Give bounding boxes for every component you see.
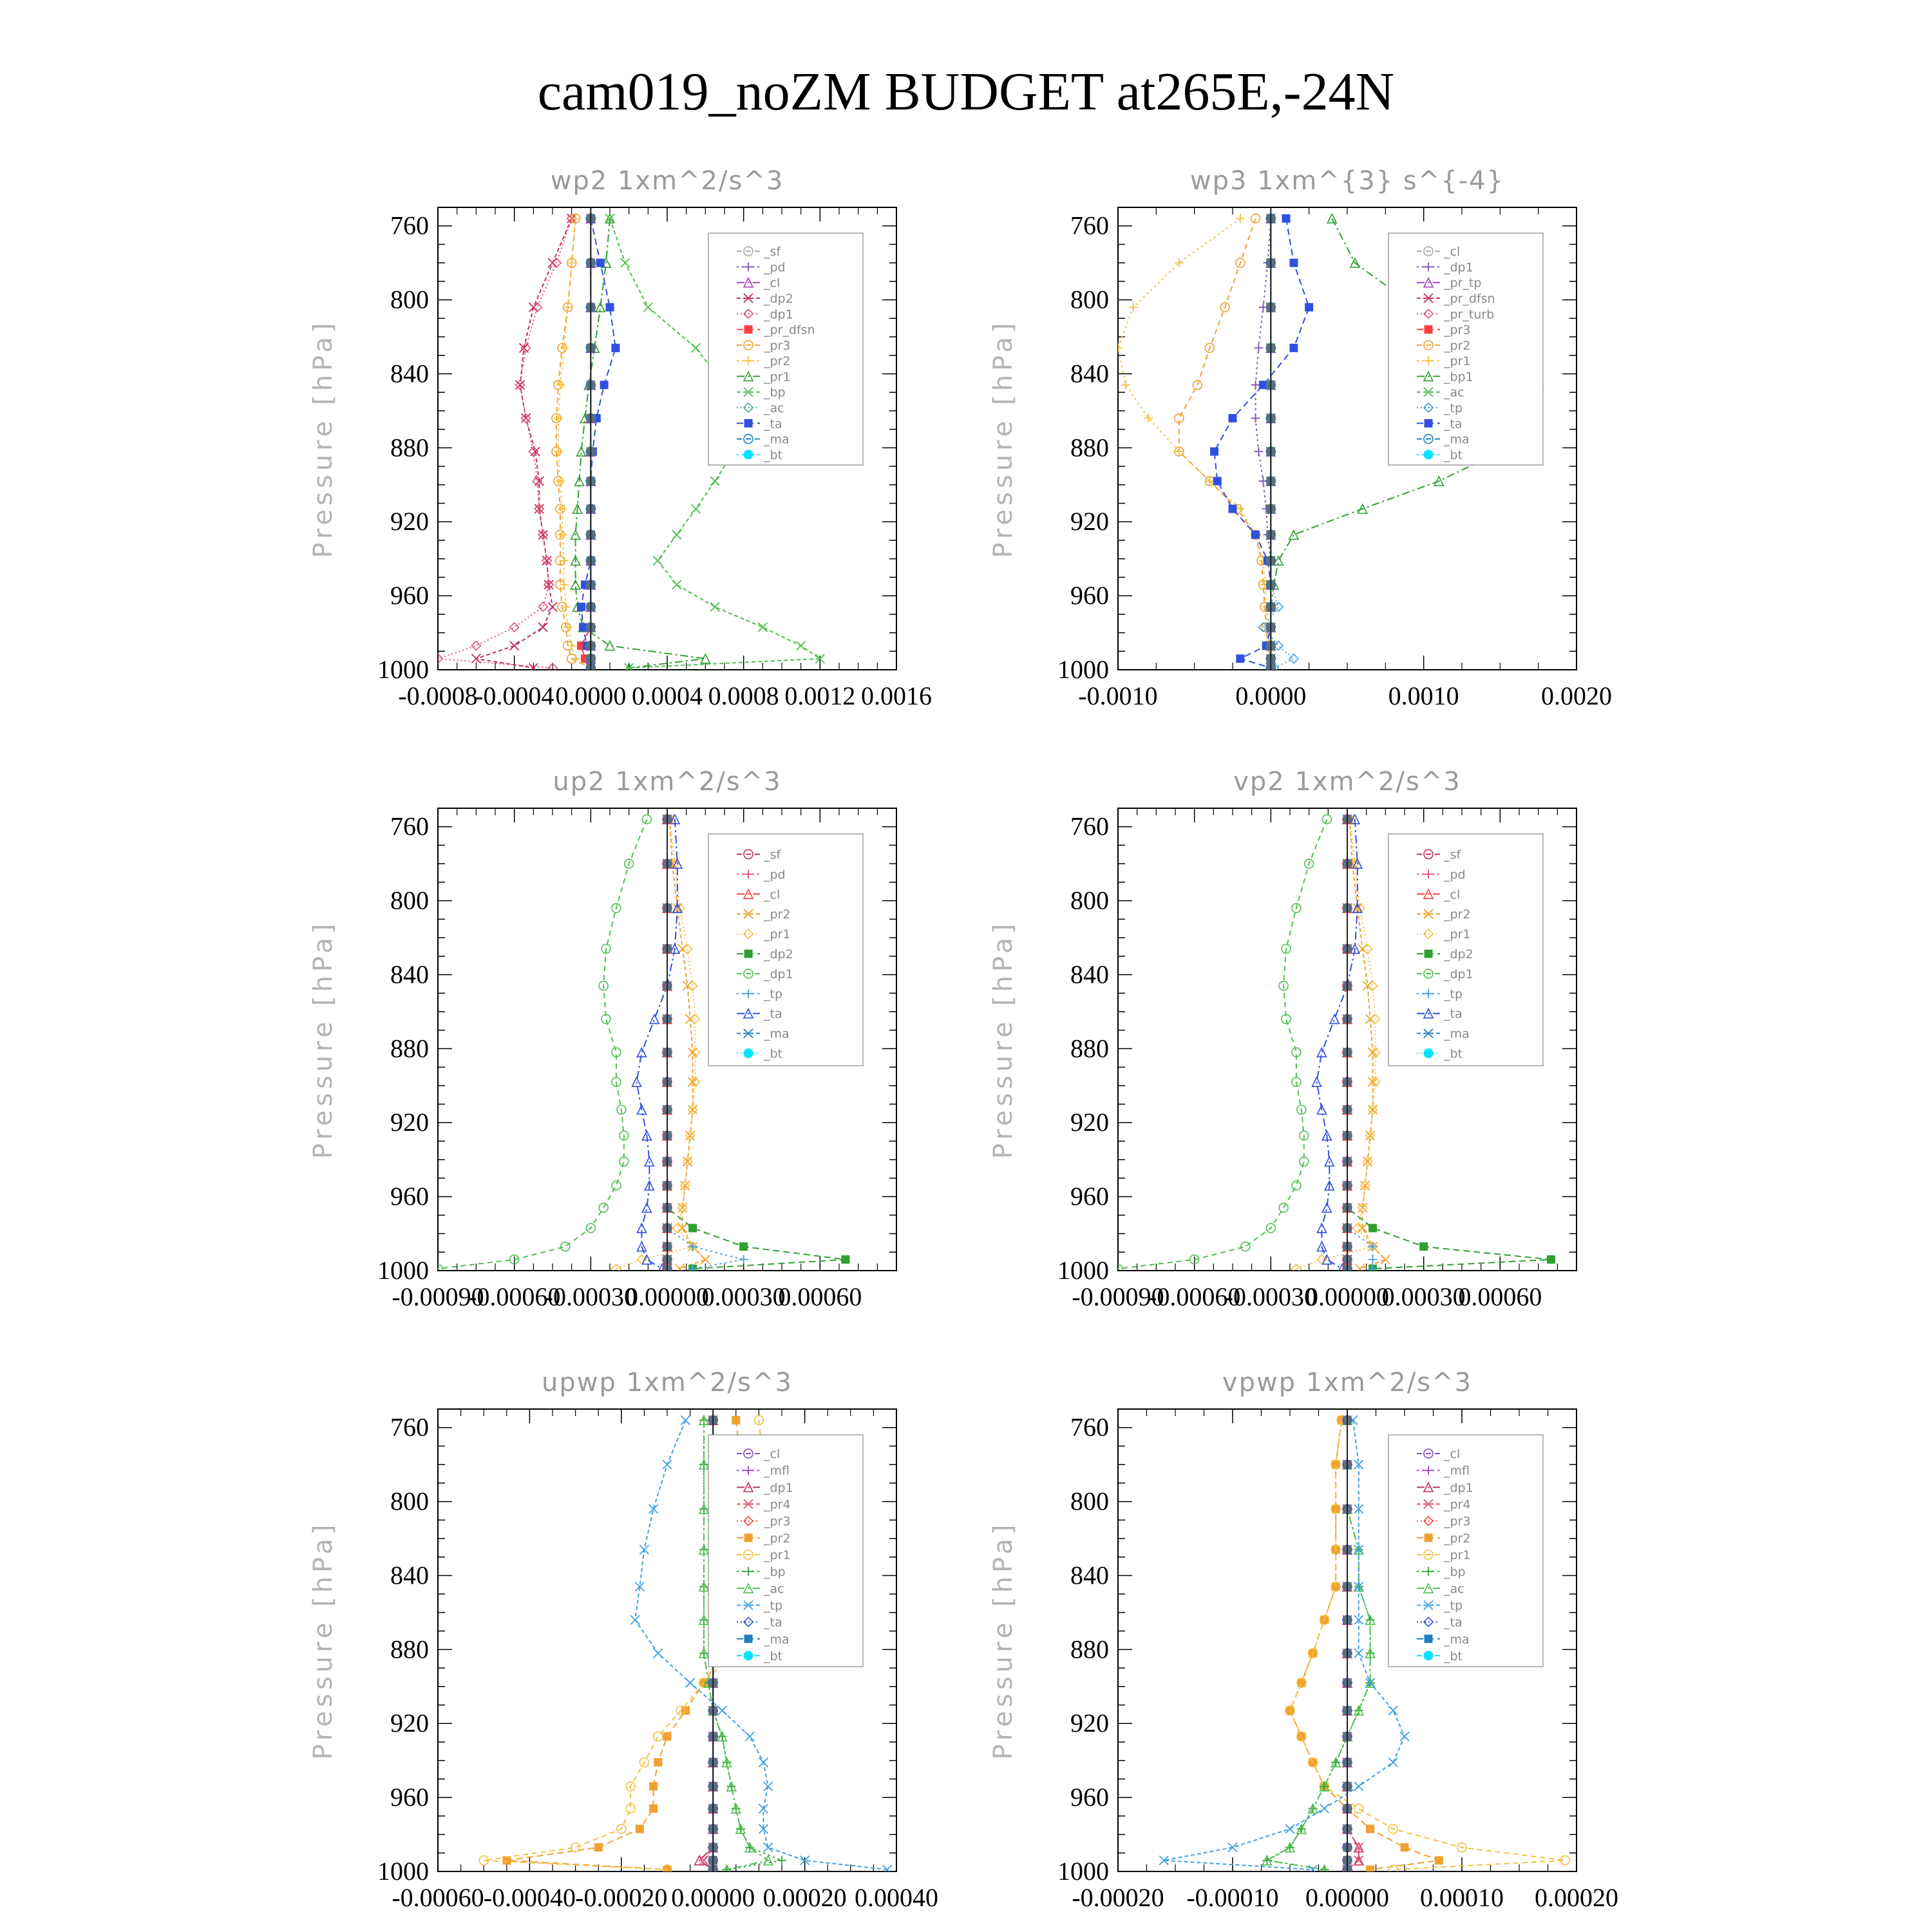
x-tick-label: 0.00060 [778,1282,862,1311]
legend-label: _tp [764,987,783,1001]
panel-title: vp2 1xm^2/s^3 [1233,767,1461,797]
legend-label: _cl [764,887,781,902]
legend-label: _dp1 [1444,260,1473,275]
legend-label: _ac [764,1582,784,1596]
data-point-ta [1211,448,1218,455]
y-tick-label: 920 [1070,1108,1109,1137]
data-point-pr2 [1401,1844,1408,1852]
legend-label: _dp2 [764,292,793,306]
y-tick-label: 960 [390,1182,429,1211]
legend-label: _tp [1444,987,1463,1001]
x-tick-label: 0.0012 [784,681,856,710]
data-point-ta [1290,344,1298,352]
legend-marker [1424,1651,1433,1660]
data-point-ta [1305,303,1313,311]
legend-label: _pr3 [1444,1514,1471,1529]
y-tick-label: 840 [390,359,429,388]
data-point-ta [1282,214,1290,222]
y-tick-label: 960 [390,581,429,611]
legend-label: _pd [764,260,786,275]
x-tick-label: 0.00040 [855,1883,938,1912]
legend-marker [1425,419,1432,427]
x-tick-label: -0.00030 [544,1282,637,1311]
y-tick-label: 840 [1070,1560,1109,1590]
x-tick-label: 0.00060 [1458,1282,1542,1311]
x-tick-label: -0.0010 [1078,681,1158,710]
legend-marker [1425,326,1432,334]
y-tick-label: 800 [1070,1486,1109,1516]
data-point-ta [1229,505,1236,513]
legend-label: _bt [764,1649,783,1663]
legend-label: _bt [1444,1046,1463,1061]
legend-marker [744,1635,752,1643]
x-tick-label: 0.0000 [1235,681,1307,710]
y-tick-label: 920 [1070,507,1109,536]
legend-label: _bp [764,1565,786,1580]
x-tick-label: 0.00010 [1420,1883,1504,1912]
legend-label: _sf [1444,848,1461,862]
data-point-pr2 [650,1783,658,1790]
panel-title: wp3 1xm^{3} s^{-4} [1189,166,1505,196]
legend-label: _ma [1444,1632,1470,1647]
legend-label: _bt [764,1046,783,1061]
x-tick-label: 0.00030 [1381,1282,1466,1311]
legend-label: _tp [1444,1598,1463,1613]
y-axis-label: Pressure [hPa] [989,920,1018,1159]
y-tick-label: 760 [1070,211,1109,240]
y-axis-label: Pressure [hPa] [989,319,1018,558]
legend-label: _pr2 [764,354,791,369]
y-tick-label: 800 [1070,285,1109,314]
x-tick-label: -0.00060 [392,1883,484,1912]
legend-label: _ma [1444,1027,1470,1041]
y-tick-label: 800 [390,1486,429,1516]
data-point-pr2 [732,1416,740,1424]
legend-label: _cl [764,1447,781,1462]
x-tick-label: 0.0010 [1388,681,1459,710]
y-tick-label: 800 [390,285,429,314]
x-tick-label: 0.0020 [1541,681,1612,710]
y-tick-label: 800 [1070,886,1109,915]
legend-label: _ta [764,1007,782,1021]
data-point-pr2 [636,1825,643,1833]
legend-label: _pr_dfsn [1444,292,1495,306]
x-tick-label: -0.0004 [475,681,554,710]
y-axis-label: Pressure [hPa] [308,319,338,558]
legend-marker [1425,950,1432,958]
x-tick-label: -0.00020 [575,1883,668,1912]
y-tick-label: 1000 [377,1256,429,1285]
legend-label: _pr3 [764,1514,791,1529]
legend-label: _mfl [1444,1464,1470,1479]
legend-label: _pr2 [1444,907,1471,922]
x-tick-label: 0.0016 [861,681,932,710]
y-tick-label: 960 [1070,1783,1109,1812]
data-point-pr2 [1367,1825,1374,1833]
legend-label: _pr_turb [1444,307,1495,322]
x-tick-label: -0.00060 [1148,1282,1241,1311]
y-tick-label: 880 [1070,1634,1109,1664]
y-tick-label: 760 [390,811,429,841]
y-tick-label: 840 [1070,359,1109,388]
figure-title: cam019_noZM BUDGET at265E,-24N [537,62,1395,122]
y-tick-label: 840 [1070,960,1109,989]
legend-label: _pr4 [764,1497,791,1512]
legend-marker [1425,1534,1432,1542]
data-point-ta [606,303,614,311]
y-tick-label: 880 [1070,433,1109,462]
data-point-pr2 [654,1759,662,1766]
y-tick-label: 880 [390,1034,429,1063]
legend-label: _pr3 [1444,323,1471,337]
legend-label: _pr2 [1444,1531,1471,1546]
y-tick-label: 1000 [1057,655,1109,684]
legend [1388,834,1543,1066]
data-point-ta [1252,531,1260,538]
legend-label: _bt [764,448,783,462]
data-point-dp2 [740,1243,748,1251]
x-tick-label: 0.0008 [708,681,779,710]
legend-label: _cl [1444,245,1461,260]
legend-label: _sf [764,848,781,862]
data-point-dp2 [689,1224,697,1232]
legend-label: _tp [1444,401,1463,415]
x-tick-label: -0.00030 [1224,1282,1317,1311]
legend-label: _pr1 [1444,927,1471,942]
legend-label: _dp1 [764,1481,793,1495]
y-tick-label: 960 [1070,1182,1109,1211]
data-point-ta [1236,655,1244,663]
legend-label: _bt [1444,448,1463,462]
legend-label: _pr3 [764,338,791,353]
y-tick-label: 760 [1070,811,1109,841]
legend-label: _ac [1444,1582,1464,1596]
y-tick-label: 760 [390,211,429,240]
y-axis-label: Pressure [hPa] [308,920,338,1159]
legend-label: _tp [764,1598,783,1613]
x-tick-label: 0.00000 [1305,1282,1389,1311]
legend-label: _pr1 [764,927,791,942]
y-tick-label: 1000 [1057,1857,1109,1886]
x-tick-label: -0.00060 [468,1282,561,1311]
legend-label: _pr4 [1444,1497,1471,1512]
data-point-ta [1290,259,1298,267]
legend-label: _ma [764,432,790,447]
panel-title: upwp 1xm^2/s^3 [542,1368,793,1397]
legend-label: _cl [764,276,781,290]
y-tick-label: 920 [390,1108,429,1137]
legend-label: _pr1 [764,1548,791,1562]
y-tick-label: 840 [390,1560,429,1590]
x-tick-label: -0.00090 [1072,1282,1164,1311]
legend-marker [744,1651,753,1660]
data-point-ta [612,344,620,352]
legend-label: _dp1 [764,307,793,322]
legend-label: _pr1 [1444,1548,1471,1562]
legend [1388,233,1543,465]
x-tick-label: 0.00030 [701,1282,786,1311]
y-tick-label: 760 [390,1412,429,1442]
x-tick-label: 0.0000 [555,681,627,710]
legend-label: _dp1 [1444,1481,1473,1495]
legend-label: _bt [1444,1649,1463,1663]
y-axis-label: Pressure [hPa] [308,1520,338,1760]
legend-label: _ac [764,401,784,415]
data-point-ta [596,259,604,267]
data-point-pr2 [650,1804,658,1812]
y-tick-label: 1000 [1057,1256,1109,1285]
legend-marker [744,1049,753,1058]
panel-title: wp2 1xm^2/s^3 [550,166,784,196]
data-point-pr2 [663,1732,671,1740]
legend [708,233,863,465]
data-point-dp2 [1369,1224,1377,1232]
y-tick-label: 920 [390,1709,429,1738]
x-tick-label: -0.00020 [1072,1883,1164,1912]
legend-marker [1424,450,1433,459]
y-tick-label: 960 [1070,581,1109,611]
legend-marker [744,950,752,958]
legend-marker [744,419,752,427]
legend-marker [744,1534,752,1542]
legend-label: _mfl [764,1464,790,1479]
legend-label: _dp2 [764,947,793,961]
legend-marker [1425,1635,1432,1643]
x-tick-label: 0.00000 [625,1282,709,1311]
y-tick-label: 760 [1070,1412,1109,1442]
legend-label: _ma [764,1027,790,1041]
legend-label: _cl [1444,887,1461,902]
y-tick-label: 1000 [377,1857,429,1886]
legend-marker [744,450,753,459]
legend-label: _bp [764,385,786,400]
data-point-ta [1213,477,1221,485]
y-tick-label: 920 [390,507,429,536]
data-point-pr2 [1298,1679,1305,1687]
legend-label: _cl [1444,1447,1461,1462]
y-tick-label: 880 [1070,1034,1109,1063]
legend [1388,1435,1543,1667]
x-tick-label: 0.0004 [632,681,703,710]
legend-label: _pr1 [1444,354,1471,369]
legend [708,1435,863,1667]
data-point-dp2 [1420,1243,1428,1251]
data-point-dp2 [1547,1256,1555,1264]
data-point-ta [1229,414,1236,422]
legend-label: _ta [1444,1007,1463,1021]
legend-label: _ta [764,1615,782,1630]
x-tick-label: 0.00020 [1535,1883,1618,1912]
y-tick-label: 960 [390,1783,429,1812]
y-axis-label: Pressure [hPa] [989,1520,1018,1760]
legend-label: _pr2 [764,907,791,922]
legend-label: _bp1 [1444,370,1473,384]
legend-label: _ta [1444,1615,1463,1630]
legend-label: _dp1 [1444,967,1473,981]
x-tick-label: 0.00000 [671,1883,755,1912]
legend-label: _pr1 [764,370,791,384]
legend-marker [744,326,752,334]
panel-title: vpwp 1xm^2/s^3 [1222,1368,1473,1397]
x-tick-label: -0.00090 [392,1282,484,1311]
data-point-ta [600,381,608,389]
data-point-ta [578,603,585,611]
legend-label: _ta [1444,417,1463,431]
legend-marker [1424,1049,1433,1058]
y-tick-label: 1000 [377,655,429,684]
x-tick-label: 0.00000 [1305,1883,1389,1912]
legend-label: _ma [764,1632,790,1647]
legend-label: _pr2 [1444,338,1471,353]
legend-label: _pr2 [764,1531,791,1546]
legend-label: _pd [1444,867,1466,882]
y-tick-label: 920 [1070,1709,1109,1738]
x-tick-label: 0.00020 [762,1883,847,1912]
y-tick-label: 880 [390,1634,429,1664]
legend-label: _pr_dfsn [764,323,815,337]
legend-label: _ma [1444,432,1470,447]
x-tick-label: -0.00040 [483,1883,576,1912]
panel-title: up2 1xm^2/s^3 [553,767,782,797]
legend-label: _ac [1444,385,1464,400]
legend-label: _sf [764,245,781,260]
x-tick-label: -0.0008 [398,681,478,710]
y-tick-label: 840 [390,960,429,989]
y-tick-label: 800 [390,886,429,915]
data-point-pr2 [1435,1857,1443,1864]
x-tick-label: -0.00010 [1186,1883,1279,1912]
legend-label: _dp2 [1444,947,1473,961]
legend [708,834,863,1066]
legend-label: _bp [1444,1565,1466,1580]
data-point-pr2 [594,1844,602,1852]
legend-label: _pr_tp [1444,276,1482,290]
legend-label: _dp1 [764,967,793,981]
legend-label: _ta [764,417,782,431]
y-tick-label: 880 [390,433,429,462]
data-point-dp2 [842,1256,849,1264]
legend-label: _pd [764,867,786,882]
